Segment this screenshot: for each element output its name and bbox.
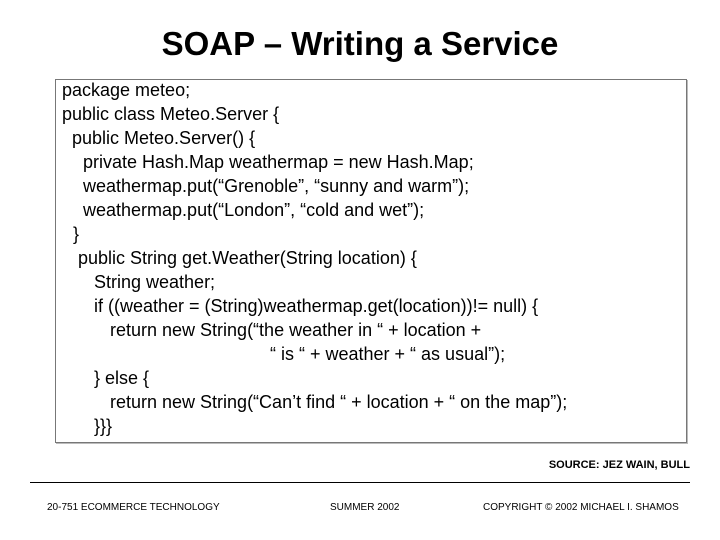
code-line: if ((weather = (String)weathermap.get(location))!= null) { <box>94 296 539 316</box>
code-line: public String get.Weather(String location) { <box>78 248 417 268</box>
footer-copyright: COPYRIGHT © 2002 MICHAEL I. SHAMOS <box>483 502 679 513</box>
code-box <box>55 79 687 443</box>
code-line: }}} <box>94 416 113 436</box>
code-line: public class Meteo.Server { <box>62 104 280 124</box>
slide-title: SOAP – Writing a Service <box>161 25 559 62</box>
code-line: String weather; <box>94 272 216 292</box>
footer-term: SUMMER 2002 <box>330 502 400 513</box>
footer-divider <box>30 482 690 483</box>
code-line: “ is “ + weather + “ as usual”); <box>270 344 506 364</box>
code-line: weathermap.put(“Grenoble”, “sunny and warm”); <box>83 176 470 196</box>
code-line: } <box>73 224 80 244</box>
code-line: } else { <box>94 368 150 388</box>
code-line: public Meteo.Server() { <box>72 128 256 148</box>
code-line: package meteo; <box>62 80 191 100</box>
code-line: return new String(“the weather in “ + location + <box>110 320 482 340</box>
code-line: return new String(“Can’t find “ + location + “ on the map”); <box>110 392 568 412</box>
footer-course: 20-751 ECOMMERCE TECHNOLOGY <box>47 502 220 513</box>
code-line: private Hash.Map weathermap = new Hash.Map; <box>83 152 474 172</box>
code-line: weathermap.put(“London”, “cold and wet”); <box>83 200 425 220</box>
source-credit: SOURCE: JEZ WAIN, BULL <box>548 459 690 471</box>
